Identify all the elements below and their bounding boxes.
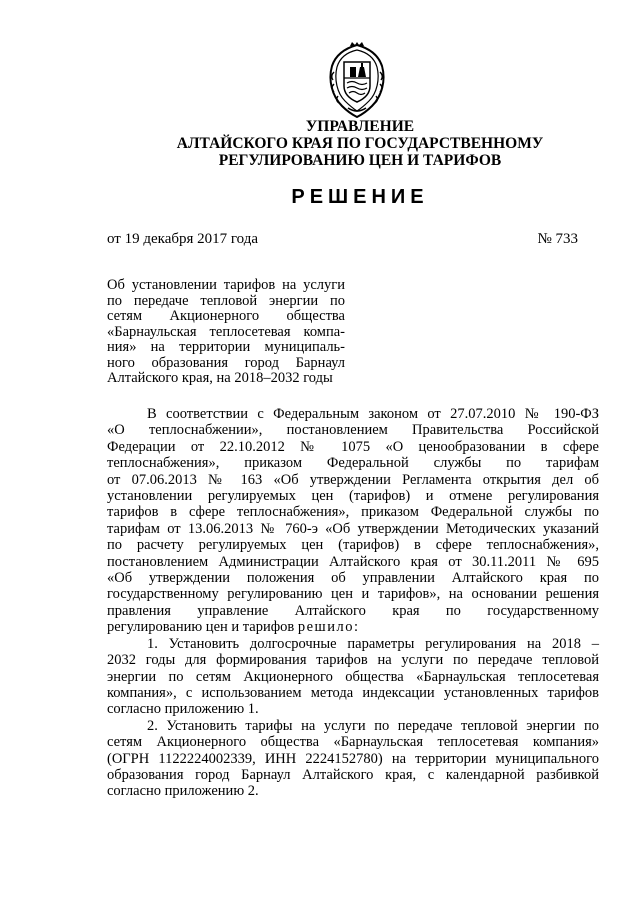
body-line: теплоснабжения», приказом Федеральной службы по тарифам: [107, 455, 599, 472]
body-line: образования город Барнаул Алтайского края, с календарной разбивкой: [107, 766, 599, 783]
body-line-decision: [107, 619, 599, 635]
body-line: (ОГРН 1122224002339, ИНН 2224152780) на территории муниципального: [107, 750, 599, 767]
document-number: № 733: [537, 231, 578, 247]
subject-line: ного образования город Барнаул: [107, 354, 345, 371]
agency-header: [110, 118, 610, 169]
subject-line: ния» на территории муниципаль-: [107, 339, 345, 355]
body-line: постановлением Администрации Алтайского края от 30.11.2011 № 695: [107, 553, 599, 570]
body-line: тарифов в сфере теплоснабжения», приказом Федеральной службы по: [107, 504, 599, 521]
body-line: В соответствии с Федеральным законом от 27.07.2010 № 190-ФЗ: [147, 406, 599, 422]
subject-line: Алтайского края, на 2018–2032 годы: [107, 370, 333, 386]
subject-line: «Барнаульская теплосетевая компа-: [107, 323, 345, 340]
body-line: «О теплоснабжении», постановлением Правительства Российской: [107, 422, 599, 439]
body-line: 2. Установить тарифы на услуги по передаче тепловой энергии по: [147, 717, 599, 734]
body-line: энергии по сетям Акционерного общества «Барнаульская теплосетевая: [107, 668, 599, 685]
agency-header-line2: АЛТАЙСКОГО КРАЯ ПО ГОСУДАРСТВЕННОМУ: [176, 135, 544, 152]
body-line: 2032 годы для формирования тарифов на услуги по передаче тепловой: [107, 652, 599, 669]
decision-word: решило:: [297, 619, 360, 636]
decision-prefix: регулированию цен и тарифов: [107, 619, 298, 636]
document-subject: [107, 278, 345, 387]
subject-line: Об установлении тарифов на услуги: [107, 277, 345, 293]
coat-of-arms-emblem: [326, 42, 388, 118]
body-line: от 07.06.2013 № 163 «Об утверждении Регламента открытия дел об: [107, 471, 599, 488]
body-line: государственному регулированию цен и тарифов», на основании решения: [107, 586, 599, 603]
agency-header-line3: РЕГУЛИРОВАНИЮ ЦЕН И ТАРИФОВ: [218, 152, 502, 169]
body-line: тарифам от 13.06.2013 № 760-э «Об утверждении Методических указаний: [107, 520, 599, 537]
agency-header-line1: УПРАВЛЕНИЕ: [305, 118, 415, 135]
body-line: «Об утверждении положения об управлении Алтайского края по: [107, 570, 599, 587]
body-line: компания», с использованием метода индексации установленных тарифов: [107, 684, 599, 701]
body-line: правления управление Алтайского края по государственному: [107, 602, 599, 619]
document-body: [107, 406, 599, 800]
body-line: Федерации от 22.10.2012 № 1075 «О ценообразовании в сфере: [107, 438, 599, 455]
document-title: РЕШЕНИЕ: [291, 186, 429, 208]
document-date: от 19 декабря 2017 года: [107, 231, 259, 247]
body-line: согласно приложению 1.: [107, 701, 259, 718]
body-line: установлении регулируемых цен (тарифов) и отмене регулирования: [107, 488, 599, 505]
subject-line: по передаче тепловой энергии по: [107, 292, 345, 309]
body-line: согласно приложению 2.: [107, 783, 259, 800]
body-line: по расчету регулируемых цен (тарифов) в сфере теплоснабжения»,: [107, 537, 599, 554]
subject-line: сетям Акционерного общества: [107, 308, 345, 324]
body-line: сетям Акционерного общества «Барнаульская теплосетевая компания»: [107, 734, 599, 751]
body-line: 1. Установить долгосрочные параметры регулирования на 2018 –: [147, 635, 599, 652]
